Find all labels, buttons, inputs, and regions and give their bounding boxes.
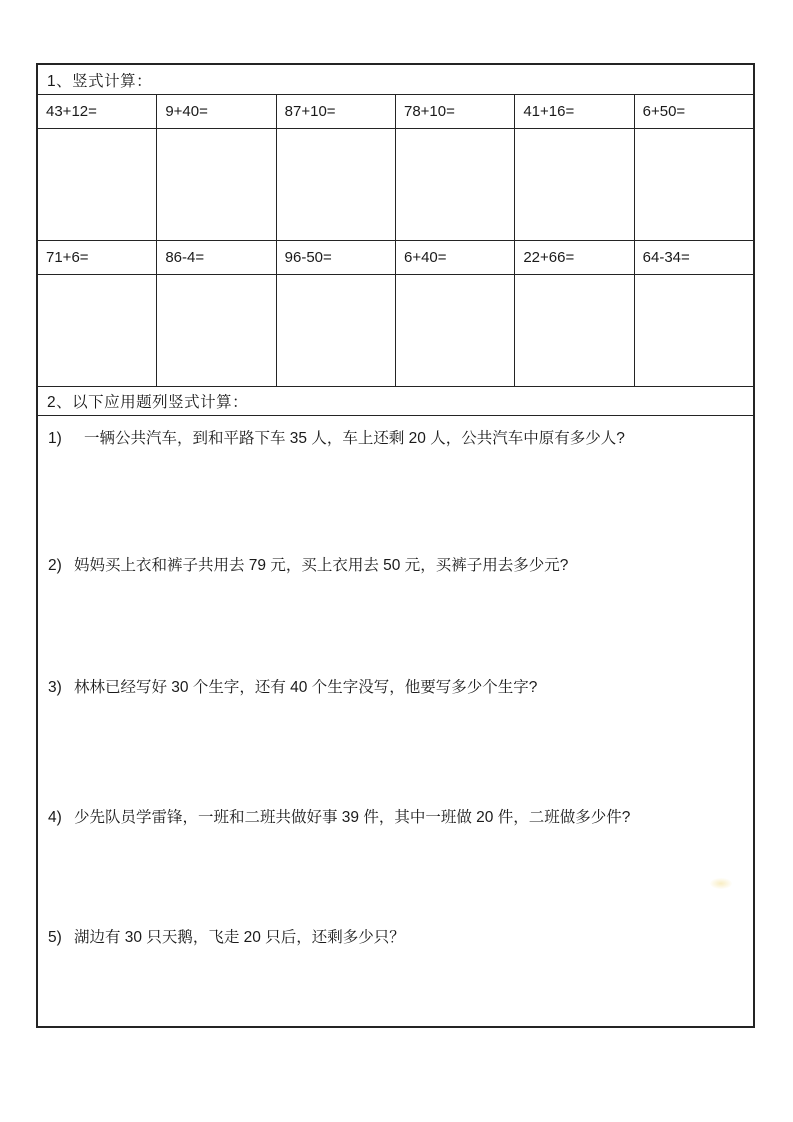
problem-text: 林林已经写好 30 个生字，还有 40 个生字没写，他要写多少个生字?	[74, 679, 538, 696]
work-space-cell	[276, 275, 395, 386]
calc-problem-text: 87+10=	[284, 103, 336, 120]
problem-number: 2)	[48, 557, 62, 574]
work-space-cell	[395, 275, 514, 386]
calc-problem	[276, 241, 395, 274]
calc-problem-text: 6+50=	[642, 103, 686, 120]
work-space-cell	[514, 129, 633, 240]
calc-problem	[38, 241, 156, 274]
calc-problem-text: 86-4=	[165, 249, 205, 266]
section2-title: 2、以下应用题列竖式计算：	[47, 394, 249, 411]
work-space-cell	[634, 275, 753, 386]
calc-problem	[634, 241, 753, 274]
calc-problem	[395, 241, 514, 274]
calc-problem-text: 9+40=	[165, 103, 208, 120]
word-problem-4	[48, 807, 743, 927]
section1-title: 1、竖式计算：	[47, 72, 153, 90]
calc-problem-text: 41+16=	[523, 103, 575, 120]
calc-problem	[156, 95, 275, 128]
calc-problems-row-1	[38, 94, 753, 128]
problem-text: 一辆公共汽车，到和平路下车 35 人，车上还剩 20 人，公共汽车中原有多少人?	[84, 430, 625, 447]
calc-problem	[38, 95, 156, 128]
work-space-row-2	[38, 274, 753, 386]
problem-text: 湖边有 30 只天鹅，飞走 20 只后，还剩多少只？	[74, 929, 405, 946]
work-space-cell	[276, 129, 395, 240]
work-space-cell	[156, 275, 275, 386]
work-space-cell	[38, 129, 156, 240]
calc-problem-text: 96-50=	[284, 249, 332, 266]
word-problem-3	[48, 677, 743, 807]
calc-problem-text: 22+66=	[523, 249, 575, 266]
work-space-cell	[514, 275, 633, 386]
word-problem-1	[48, 428, 743, 555]
work-space-row-1	[38, 128, 753, 240]
problem-text: 妈妈买上衣和裤子共用去 79 元，买上衣用去 50 元，买裤子用去多少元?	[74, 557, 569, 574]
calc-problem-text: 64-34=	[642, 249, 690, 266]
calc-problem-text: 43+12=	[46, 103, 97, 120]
word-problems-cell	[38, 415, 753, 1026]
calc-problems-row-2	[38, 240, 753, 274]
word-problem-5	[48, 927, 743, 948]
problem-number: 5)	[48, 929, 62, 946]
calc-problem	[634, 95, 753, 128]
calc-problem	[514, 95, 633, 128]
calc-problem-text: 71+6=	[46, 249, 89, 266]
problem-number: 1)	[48, 430, 62, 447]
word-problem-2	[48, 555, 743, 677]
work-space-cell	[38, 275, 156, 386]
calc-problem	[514, 241, 633, 274]
work-space-cell	[156, 129, 275, 240]
calc-problem-text: 78+10=	[403, 103, 455, 120]
work-space-cell	[634, 129, 753, 240]
calc-problem	[276, 95, 395, 128]
calc-problem-text: 6+40=	[403, 249, 447, 266]
calc-problem	[156, 241, 275, 274]
worksheet-table	[36, 63, 755, 1028]
problem-number: 3)	[48, 679, 62, 696]
problem-number: 4)	[48, 809, 62, 826]
work-space-cell	[395, 129, 514, 240]
calc-problem	[395, 95, 514, 128]
section1-header	[38, 65, 753, 94]
problem-text: 少先队员学雷锋，一班和二班共做好事 39 件，其中一班做 20 件，二班做多少件?	[74, 809, 631, 826]
section2-header	[38, 386, 753, 415]
